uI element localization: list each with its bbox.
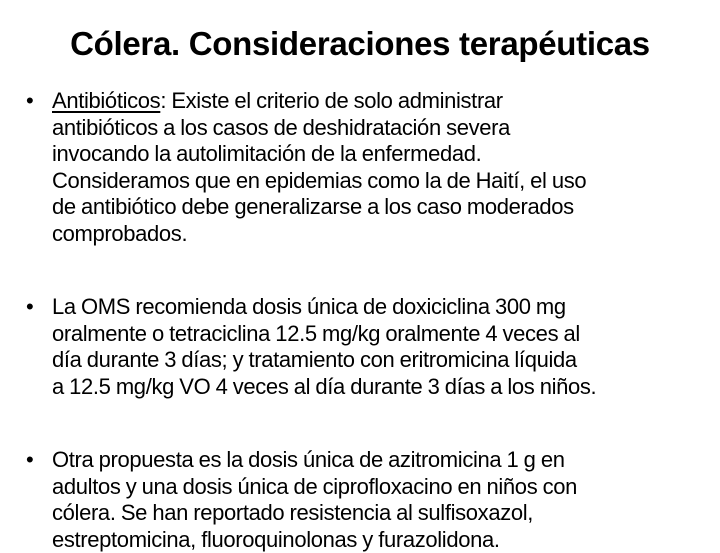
bullet-dot-icon: • xyxy=(26,294,46,321)
bullet-line: cólera. Se han reportado resistencia al sulfisoxazol, xyxy=(52,500,706,527)
bullet-line: a 12.5 mg/kg VO 4 veces al día durante 3 días a los niños. xyxy=(52,374,706,401)
bullet-line-text: : Existe el criterio de solo administrar xyxy=(160,88,502,113)
bullet-line: comprobados. xyxy=(52,221,706,248)
slide-title: Cólera. Consideraciones terapéuticas xyxy=(0,22,720,66)
bullet-line: antibióticos a los casos de deshidratación severa xyxy=(52,115,706,142)
bullet-line: oralmente o tetraciclina 12.5 mg/kg oralmente 4 veces al xyxy=(52,321,706,348)
bullet-line: Otra propuesta es la dosis única de azitromicina 1 g en xyxy=(52,447,706,474)
bullet-antibiotics xyxy=(26,88,706,247)
bullet-line: estreptomicina, fluoroquinolonas y furazolidona. xyxy=(52,527,706,553)
bullet-dot-icon: • xyxy=(26,88,46,115)
bullet-azithromycin xyxy=(26,447,706,553)
bullet-oms-dosing xyxy=(26,294,706,400)
bullet-line: de antibiótico debe generalizarse a los caso moderados xyxy=(52,194,706,221)
bullet-line xyxy=(52,88,706,115)
bullet-line: día durante 3 días; y tratamiento con eritromicina líquida xyxy=(52,347,706,374)
bullet-line: Consideramos que en epidemias como la de Haití, el uso xyxy=(52,168,706,195)
bullet-dot-icon: • xyxy=(26,447,46,474)
bullet-line: La OMS recomienda dosis única de doxiciclina 300 mg xyxy=(52,294,706,321)
bullet-term-antibioticos: Antibióticos xyxy=(52,88,160,113)
bullet-line: invocando la autolimitación de la enfermedad. xyxy=(52,141,706,168)
bullet-list xyxy=(26,88,706,553)
bullet-line: adultos y una dosis única de ciprofloxacino en niños con xyxy=(52,474,706,501)
